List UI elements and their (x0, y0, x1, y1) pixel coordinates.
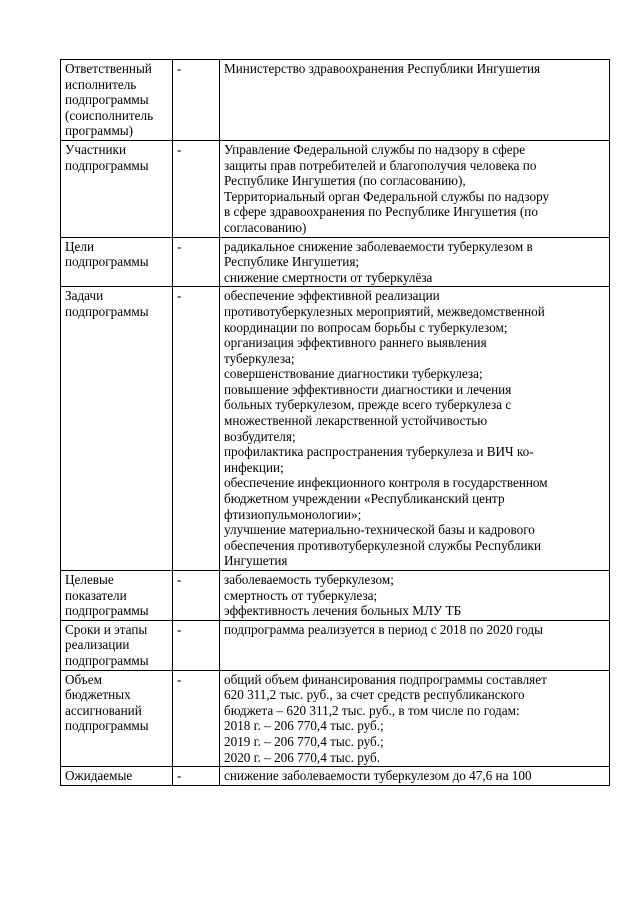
label-line: подпрограммы (65, 157, 149, 173)
row-target-indicators (61, 571, 610, 621)
label-line: исполнитель (65, 76, 137, 92)
label-line: подпрограммы (65, 303, 149, 319)
subprogram-passport-table (60, 59, 610, 786)
row-goals (61, 237, 610, 287)
content-line: защиты прав потребителей и благополучия человека по (224, 157, 537, 173)
row-label (61, 767, 173, 786)
row-budget (61, 670, 610, 767)
content-line: организация эффективного раннего выявления (224, 335, 487, 351)
content-line: снижение заболеваемости туберкулезом до 47,6 на 100 (224, 768, 532, 784)
row-label (61, 571, 173, 621)
row-content (220, 670, 610, 767)
content-line: инфекции; (224, 459, 284, 475)
passport-table-body (61, 60, 610, 786)
content-line: противотуберкулезных мероприятий, межведомственной (224, 303, 545, 319)
row-dash: - (173, 287, 220, 571)
content-line: подпрограмма реализуется в период с 2018 по 2020 годы (224, 621, 544, 637)
content-line: фтизиопульмонологии»; (224, 506, 362, 522)
content-line: заболеваемость туберкулезом; (224, 572, 394, 587)
content-line: обеспечение эффективной реализации (224, 288, 440, 304)
row-dash: - (173, 237, 220, 287)
row-content (220, 571, 610, 621)
label-line: подпрограммы (65, 92, 149, 108)
row-content (220, 287, 610, 571)
row-dash: - (173, 767, 220, 786)
content-line: 2019 г. – 206 770,4 тыс. руб.; (224, 733, 384, 749)
label-line: бюджетных (65, 687, 131, 703)
content-line: обеспечения противотуберкулезной службы Республики (224, 537, 542, 553)
content-line: больных туберкулезом, прежде всего туберкулеза с (224, 397, 512, 413)
label-line: Объем (65, 671, 102, 687)
content-line: Министерство здравоохранения Республики Ингушетия (224, 61, 541, 76)
label-line: Сроки и этапы (65, 621, 148, 637)
content-line: множественной лекарственной устойчивостью (224, 413, 488, 429)
row-content (220, 60, 610, 141)
content-line: возбудителя; (224, 428, 296, 444)
content-line: согласованию) (224, 219, 307, 235)
row-responsible-executor (61, 60, 610, 141)
label-line: подпрограммы (65, 603, 149, 619)
row-dash: - (173, 571, 220, 621)
row-expected-results (61, 767, 610, 786)
content-line: Управление Федеральной службы по надзору в сфере (224, 141, 526, 157)
content-line: в сфере здравоохранения по Республике Ингушетия (по (224, 204, 538, 220)
label-line: (соисполнитель (65, 107, 154, 123)
content-line: Территориальный орган Федеральной службы по надзору (224, 188, 550, 204)
row-dash: - (173, 60, 220, 141)
content-line: совершенствование диагностики туберкулеза; (224, 366, 483, 382)
row-content (220, 237, 610, 287)
row-label (61, 60, 173, 141)
content-line: радикальное снижение заболеваемости туберкулезом в (224, 238, 533, 254)
row-content (220, 767, 610, 786)
label-line: Ответственный (65, 61, 152, 76)
content-line: бюджета – 620 311,2 тыс. руб., в том числе по годам: (224, 702, 520, 718)
row-timing (61, 620, 610, 670)
label-line: программы) (65, 123, 134, 139)
row-label (61, 620, 173, 670)
content-line: эффективность лечения больных МЛУ ТБ (224, 603, 462, 619)
content-line: обеспечение инфекционного контроля в государственном (224, 475, 548, 491)
row-label (61, 670, 173, 767)
row-dash: - (173, 670, 220, 767)
row-participants (61, 140, 610, 237)
label-line: ассигнований (65, 702, 142, 718)
row-content (220, 620, 610, 670)
label-line: показатели (65, 587, 127, 603)
content-line: 2020 г. – 206 770,4 тыс. руб. (224, 749, 381, 765)
content-line: координации по вопросам борьбы с туберкулезом; (224, 319, 508, 335)
content-line: туберкулеза; (224, 350, 295, 366)
label-line: подпрограммы (65, 718, 149, 734)
row-label (61, 237, 173, 287)
label-line: Цели (65, 238, 95, 254)
content-line: 620 311,2 тыс. руб., за счет средств республиканского (224, 687, 525, 703)
row-content (220, 140, 610, 237)
row-label (61, 140, 173, 237)
label-line: реализации (65, 637, 130, 653)
row-dash: - (173, 140, 220, 237)
content-line: смертность от туберкулеза; (224, 587, 378, 603)
content-line: Ингушетия (224, 553, 288, 569)
content-line: Республике Ингушетия (по согласованию), (224, 173, 466, 189)
content-line: Республике Ингушетия; (224, 254, 360, 270)
label-line: Ожидаемые (65, 768, 133, 784)
row-label (61, 287, 173, 571)
label-line: подпрограммы (65, 652, 149, 668)
label-line: Целевые (65, 572, 114, 587)
content-line: повышение эффективности диагностики и лечения (224, 381, 512, 397)
label-line: Участники (65, 141, 127, 157)
content-line: общий объем финансирования подпрограммы составляет (224, 671, 547, 687)
label-line: подпрограммы (65, 254, 149, 270)
label-line: Задачи (65, 288, 104, 304)
content-line: профилактика распространения туберкулеза и ВИЧ ко- (224, 444, 534, 460)
content-line: снижение смертности от туберкулёза (224, 269, 433, 285)
content-line: 2018 г. – 206 770,4 тыс. руб.; (224, 718, 384, 734)
content-line: улучшение материально-технической базы и кадрового (224, 522, 535, 538)
row-tasks (61, 287, 610, 571)
content-line: бюджетном учреждении «Республиканский центр (224, 491, 505, 507)
row-dash: - (173, 620, 220, 670)
